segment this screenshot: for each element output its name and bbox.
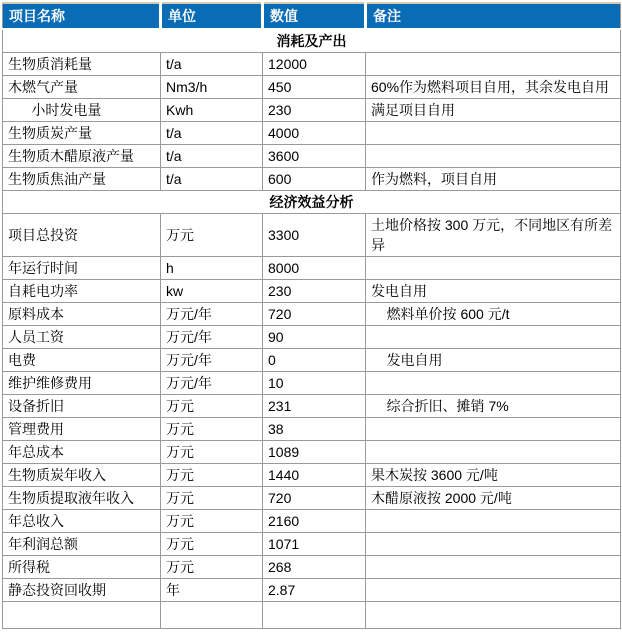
cell-remark: 满足项目自用 [366, 99, 621, 122]
cell-unit: 万元/年 [161, 303, 263, 326]
cell-remark: 果木炭按 3600 元/吨 [366, 464, 621, 487]
table-header-row [3, 3, 621, 29]
cell-unit: 万元 [161, 395, 263, 418]
column-header-value: 数值 [263, 3, 366, 29]
cell-remark: 发电自用 [366, 280, 621, 303]
cell-remark [366, 533, 621, 556]
cell-value: 230 [263, 99, 366, 122]
section-header-row [3, 29, 621, 53]
cell-remark: 60%作为燃料项目自用，其余发电自用 [366, 76, 621, 99]
table-row [3, 76, 621, 99]
column-header-project-name: 项目名称 [3, 3, 161, 29]
table-row [3, 418, 621, 441]
table-row [3, 510, 621, 533]
cell-value: 2160 [263, 510, 366, 533]
empty-cell [3, 602, 161, 629]
cell-unit: kw [161, 280, 263, 303]
cell-unit: 万元 [161, 441, 263, 464]
table-row [3, 533, 621, 556]
empty-row [3, 602, 621, 629]
cell-unit: 万元 [161, 556, 263, 579]
cell-value: 1089 [263, 441, 366, 464]
table-row [3, 214, 621, 257]
column-header-remark: 备注 [366, 3, 621, 29]
cell-remark [366, 53, 621, 76]
cell-name: 年总收入 [3, 510, 161, 533]
biomass-economics-table-container [2, 2, 620, 629]
cell-name: 年运行时间 [3, 257, 161, 280]
table-row [3, 441, 621, 464]
cell-remark: 发电自用 [366, 349, 621, 372]
cell-remark [366, 326, 621, 349]
table-row [3, 349, 621, 372]
cell-name: 电费 [3, 349, 161, 372]
section-title: 消耗及产出 [3, 29, 621, 53]
section-title: 经济效益分析 [3, 191, 621, 214]
cell-unit: t/a [161, 122, 263, 145]
cell-value: 2.87 [263, 579, 366, 602]
cell-unit: h [161, 257, 263, 280]
cell-remark [366, 418, 621, 441]
table-row [3, 53, 621, 76]
cell-value: 230 [263, 280, 366, 303]
cell-value: 450 [263, 76, 366, 99]
cell-remark [366, 372, 621, 395]
cell-name: 项目总投资 [3, 214, 161, 257]
cell-value: 3300 [263, 214, 366, 257]
cell-unit: 万元 [161, 418, 263, 441]
table-row [3, 372, 621, 395]
cell-value: 0 [263, 349, 366, 372]
cell-unit: 万元/年 [161, 349, 263, 372]
cell-value: 231 [263, 395, 366, 418]
cell-unit: Kwh [161, 99, 263, 122]
cell-remark [366, 441, 621, 464]
cell-name: 小时发电量 [3, 99, 161, 122]
cell-value: 3600 [263, 145, 366, 168]
cell-unit: 万元 [161, 533, 263, 556]
cell-name: 所得税 [3, 556, 161, 579]
cell-name: 原料成本 [3, 303, 161, 326]
cell-name: 生物质提取液年收入 [3, 487, 161, 510]
cell-value: 4000 [263, 122, 366, 145]
cell-value: 720 [263, 303, 366, 326]
cell-value: 600 [263, 168, 366, 191]
column-header-unit: 单位 [161, 3, 263, 29]
cell-remark: 燃料单价按 600 元/t [366, 303, 621, 326]
table-row [3, 556, 621, 579]
cell-remark: 木醋原液按 2000 元/吨 [366, 487, 621, 510]
cell-name: 自耗电功率 [3, 280, 161, 303]
cell-name: 年利润总额 [3, 533, 161, 556]
cell-value: 268 [263, 556, 366, 579]
table-row [3, 168, 621, 191]
cell-name: 年总成本 [3, 441, 161, 464]
table-row [3, 395, 621, 418]
empty-cell [161, 602, 263, 629]
empty-cell [366, 602, 621, 629]
cell-value: 10 [263, 372, 366, 395]
cell-remark [366, 257, 621, 280]
cell-unit: 年 [161, 579, 263, 602]
table-row [3, 326, 621, 349]
cell-value: 12000 [263, 53, 366, 76]
empty-cell [263, 602, 366, 629]
cell-remark: 土地价格按 300 万元，不同地区有所差异 [366, 214, 621, 257]
cell-unit: Nm3/h [161, 76, 263, 99]
cell-name: 管理费用 [3, 418, 161, 441]
cell-remark [366, 556, 621, 579]
cell-unit: 万元/年 [161, 372, 263, 395]
table-row [3, 303, 621, 326]
table-row [3, 145, 621, 168]
cell-unit: 万元 [161, 510, 263, 533]
cell-unit: t/a [161, 145, 263, 168]
cell-name: 人员工资 [3, 326, 161, 349]
table-row [3, 487, 621, 510]
cell-value: 1071 [263, 533, 366, 556]
cell-name: 木燃气产量 [3, 76, 161, 99]
biomass-economics-table [2, 2, 621, 629]
cell-unit: 万元 [161, 487, 263, 510]
cell-value: 8000 [263, 257, 366, 280]
table-row [3, 122, 621, 145]
cell-remark [366, 145, 621, 168]
cell-name: 设备折旧 [3, 395, 161, 418]
table-row [3, 280, 621, 303]
cell-value: 90 [263, 326, 366, 349]
cell-remark [366, 122, 621, 145]
cell-name: 生物质消耗量 [3, 53, 161, 76]
table-row [3, 464, 621, 487]
cell-unit: t/a [161, 168, 263, 191]
section-header-row [3, 191, 621, 214]
cell-name: 维护维修费用 [3, 372, 161, 395]
table-row [3, 257, 621, 280]
cell-unit: 万元/年 [161, 326, 263, 349]
cell-name: 生物质炭年收入 [3, 464, 161, 487]
table-body [3, 29, 621, 629]
cell-value: 1440 [263, 464, 366, 487]
cell-value: 38 [263, 418, 366, 441]
cell-unit: t/a [161, 53, 263, 76]
cell-remark [366, 510, 621, 533]
cell-remark: 作为燃料，项目自用 [366, 168, 621, 191]
cell-name: 生物质焦油产量 [3, 168, 161, 191]
cell-value: 720 [263, 487, 366, 510]
cell-name: 生物质炭产量 [3, 122, 161, 145]
cell-unit: 万元 [161, 464, 263, 487]
table-row [3, 579, 621, 602]
cell-remark [366, 579, 621, 602]
cell-remark: 综合折旧、摊销 7% [366, 395, 621, 418]
cell-name: 生物质木醋原液产量 [3, 145, 161, 168]
table-row [3, 99, 621, 122]
cell-unit: 万元 [161, 214, 263, 257]
cell-name: 静态投资回收期 [3, 579, 161, 602]
